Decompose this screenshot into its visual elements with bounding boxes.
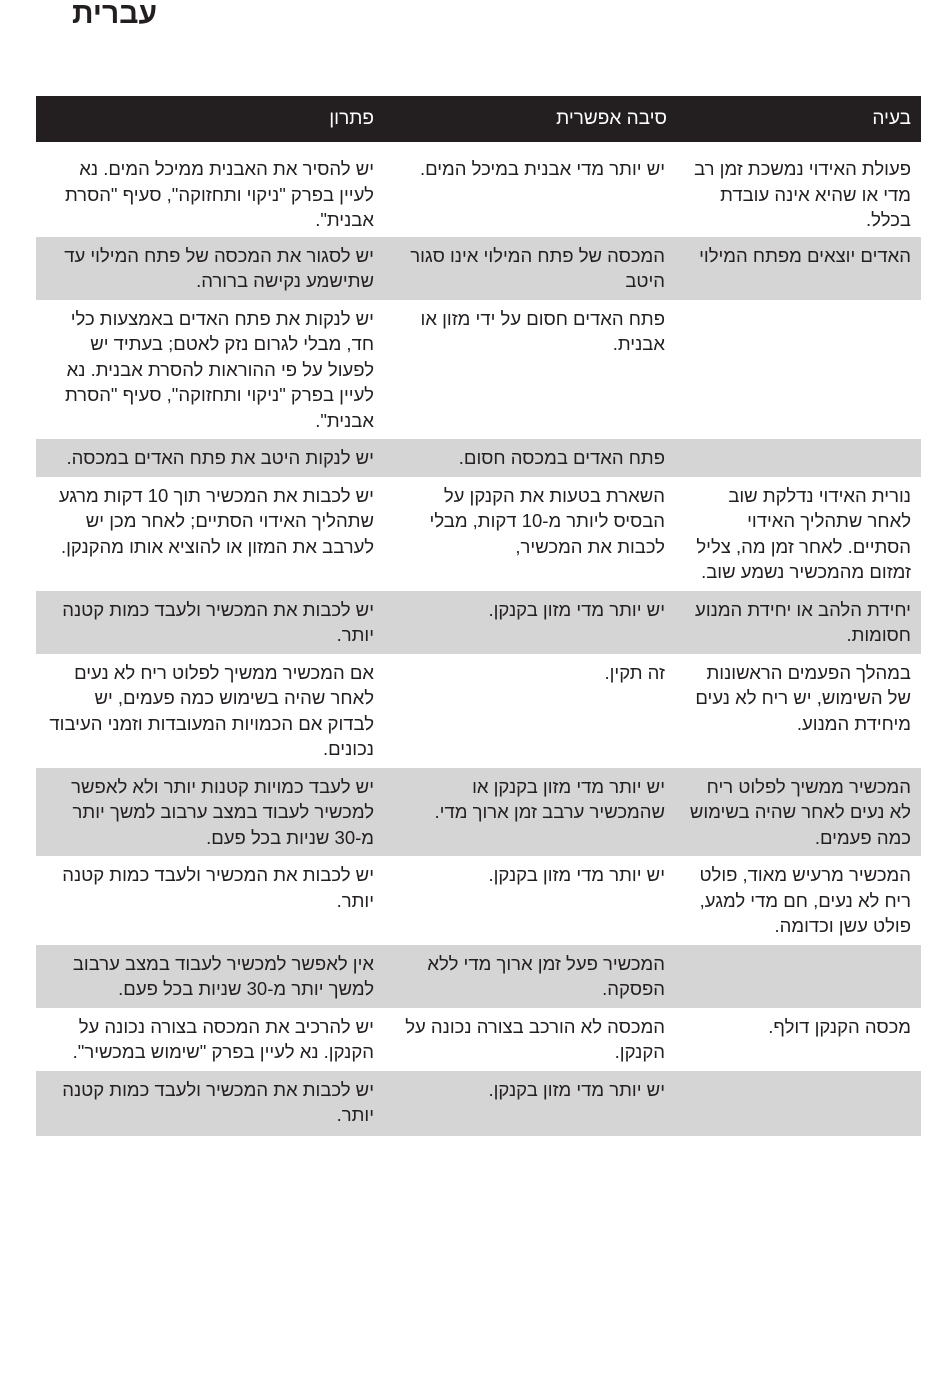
cell-problem: המכשיר מרעיש מאוד, פולט ריח לא נעים, חם מדי למגע, פולט עשן וכדומה. [699, 864, 911, 936]
table-row [36, 768, 921, 857]
cell-problem [677, 300, 921, 440]
cell-cause: זה תקין. [604, 661, 665, 683]
header-solution: פתרון [36, 96, 397, 142]
table-row [36, 654, 921, 768]
cell-problem [677, 439, 921, 477]
cell-cause: יש יותר מדי מזון בקנקן. [397, 1071, 677, 1136]
cell-solution: יש לכבות את המכשיר תוך 10 דקות מרגע שתהליך האידוי הסתיים; לאחר מכן יש לערבב את המזון או להוציא אותו מהקנקן. [58, 484, 374, 557]
table-row [36, 300, 921, 440]
cell-problem: מכסה הקנקן דולף. [768, 1015, 911, 1037]
table-row [36, 1071, 921, 1136]
cell-solution: אין לאפשר למכשיר לעבוד במצב ערבוב למשך יותר מ-30 שניות בכל פעם. [36, 945, 397, 1008]
table-body [36, 142, 921, 1136]
cell-problem: האדים יוצאים מפתח המילוי [677, 237, 921, 300]
table-row [36, 591, 921, 654]
table-row [36, 237, 921, 300]
cell-problem: המכשיר ממשיך לפלוט ריח לא נעים לאחר שהיה בשימוש כמה פעמים. [677, 768, 921, 857]
cell-solution: יש להרכיב את המכסה בצורה נכונה על הקנקן. נא לעיין בפרק "שימוש במכשיר". [72, 1015, 374, 1062]
cell-solution: יש לעבד כמויות קטנות יותר ולא לאפשר למכשיר לעבוד במצב ערבוב למשך יותר מ-30 שניות בכל פעם. [36, 768, 397, 857]
cell-problem: נורית האידוי נדלקת שוב לאחר שתהליך האידוי הסתיים. לאחר זמן מה, צליל זמזום מהמכשיר נשמע שוב. [696, 484, 911, 582]
header-cause: סיבה אפשרית [397, 96, 677, 142]
cell-problem: פעולת האידוי נמשכת זמן רב מדי או שהיא אינה עובדת בכלל. [694, 158, 911, 230]
cell-solution: יש לכבות את המכשיר ולעבד כמות קטנה יותר. [62, 864, 374, 911]
cell-cause: פתח האדים במכסה חסום. [397, 439, 677, 477]
table-header-row [36, 96, 921, 142]
cell-problem: יחידת הלהב או יחידת המנוע חסומות. [677, 591, 921, 654]
page-heading: עברית [72, 0, 158, 30]
cell-problem [677, 945, 921, 1008]
cell-solution: יש לכבות את המכשיר ולעבד כמות קטנה יותר. [36, 591, 397, 654]
troubleshooting-table [36, 96, 921, 1136]
table-spacer [36, 142, 921, 154]
table-header [36, 96, 921, 142]
cell-cause: יש יותר מדי מזון בקנקן. [397, 591, 677, 654]
header-problem: בעיה [677, 96, 921, 142]
cell-solution: יש לנקות היטב את פתח האדים במכסה. [36, 439, 397, 477]
cell-solution: יש לסגור את המכסה של פתח המילוי עד שתישמע נקישה ברורה. [36, 237, 397, 300]
cell-cause: השארת בטעות את הקנקן על הבסיס ליותר מ-10 דקות, מבלי לכבות את המכשיר, [429, 484, 665, 557]
cell-solution: אם המכשיר ממשיך לפלוט ריח לא נעים לאחר שהיה בשימוש כמה פעמים, יש לבדוק אם הכמויות המעובדות וזמני העיבוד נכונים. [49, 661, 374, 759]
cell-cause: יש יותר מדי אבנית במיכל המים. [419, 158, 665, 179]
cell-cause: יש יותר מדי מזון בקנקן או שהמכשיר ערבב זמן ארוך מדי. [397, 768, 677, 857]
table-row [36, 154, 921, 237]
cell-cause: פתח האדים חסום על ידי מזון או אבנית. [420, 307, 665, 354]
table-row [36, 439, 921, 477]
cell-problem [677, 1071, 921, 1136]
table-row [36, 477, 921, 591]
table-row [36, 945, 921, 1008]
cell-solution: יש להסיר את האבנית ממיכל המים. נא לעיין בפרק "ניקוי ותחזוקה", סעיף "הסרת אבנית". [64, 158, 374, 230]
cell-solution: יש לכבות את המכשיר ולעבד כמות קטנה יותר. [36, 1071, 397, 1136]
cell-cause: המכסה לא הורכב בצורה נכונה על הקנקן. [405, 1015, 665, 1062]
table-row [36, 1008, 921, 1071]
table-row [36, 856, 921, 945]
cell-solution: יש לנקות את פתח האדים באמצעות כלי חד, מבלי לגרום נזק לאטם; בעתיד יש לפעול על פי ההוראות להסרת אבנית. נא לעיין בפרק "ניקוי ותחזוקה", סעיף "הסרת אבנית". [64, 307, 374, 431]
cell-cause: יש יותר מדי מזון בקנקן. [488, 864, 665, 885]
cell-cause: המכשיר פעל זמן ארוך מדי ללא הפסקה. [397, 945, 677, 1008]
cell-problem: במהלך הפעמים הראשונות של השימוש, יש ריח לא נעים מיחידת המנוע. [695, 661, 911, 734]
cell-cause: המכסה של פתח המילוי אינו סגור היטב [397, 237, 677, 300]
